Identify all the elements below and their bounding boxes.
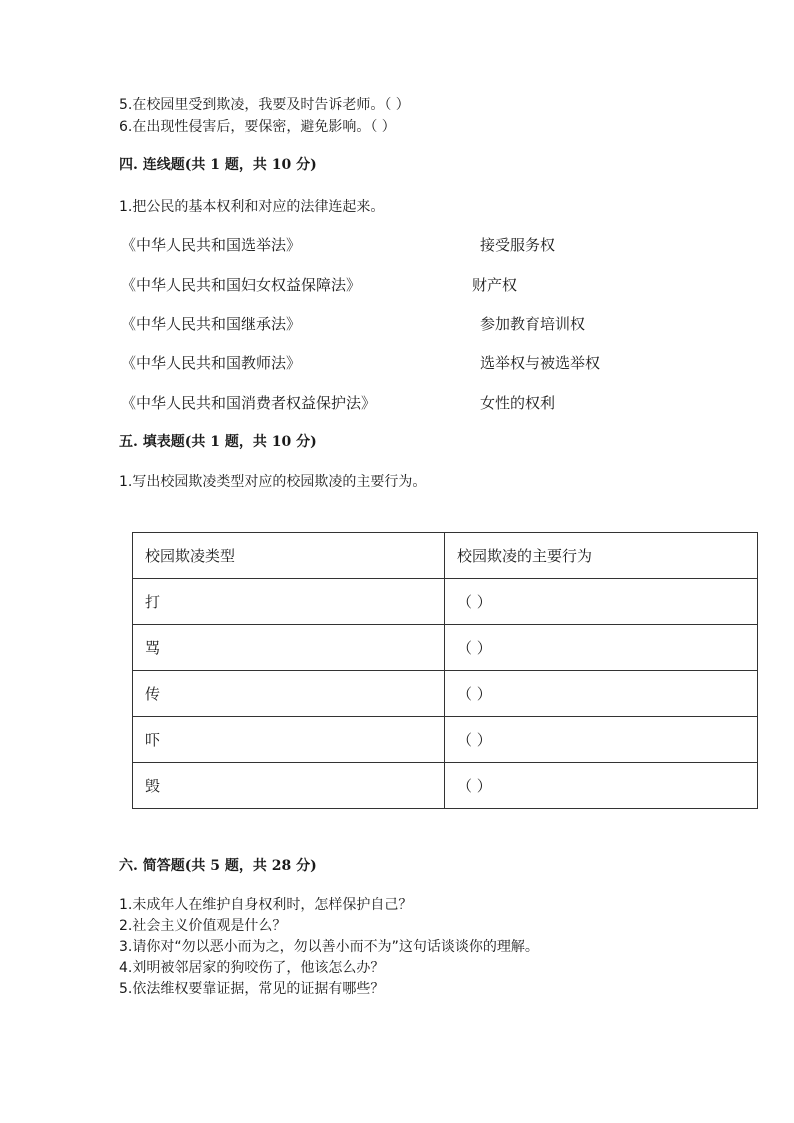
table-cell-blank: （ ） [445, 625, 758, 671]
law-item: 《中华人民共和国继承法》 [121, 315, 302, 333]
table-cell-type: 毁 [133, 763, 445, 809]
table-cell-type: 骂 [133, 625, 445, 671]
short-answer-question: 2.社会主义价值观是什么？ [119, 918, 287, 934]
table-header-cell: 校园欺凌的主要行为 [445, 533, 758, 579]
table-cell-type: 传 [133, 671, 445, 717]
table-cell-blank: （ ） [445, 579, 758, 625]
table-row [133, 717, 758, 763]
table-cell-blank: （ ） [445, 763, 758, 809]
table-header-row [133, 533, 758, 579]
table-row [133, 671, 758, 717]
table-row [133, 763, 758, 809]
table-row [133, 625, 758, 671]
tf-question-6: 6.在出现性侵害后，要保密，避免影响。（ ） [119, 119, 396, 135]
right-item: 接受服务权 [480, 236, 556, 254]
right-item: 参加教育培训权 [480, 315, 586, 333]
section-4-question: 1.把公民的基本权利和对应的法律连起来。 [119, 199, 385, 215]
right-item: 女性的权利 [480, 394, 556, 412]
tf-question-5: 5.在校园里受到欺凌，我要及时告诉老师。（ ） [119, 97, 410, 113]
short-answer-question: 1.未成年人在维护自身权利时，怎样保护自己？ [119, 897, 413, 913]
section-5-question: 1.写出校园欺凌类型对应的校园欺凌的主要行为。 [119, 474, 427, 490]
table-cell-type: 打 [133, 579, 445, 625]
law-item: 《中华人民共和国教师法》 [121, 354, 302, 372]
table-cell-blank: （ ） [445, 671, 758, 717]
table-cell-blank: （ ） [445, 717, 758, 763]
bullying-table [132, 532, 758, 809]
short-answer-question: 4.刘明被邻居家的狗咬伤了，他该怎么办？ [119, 960, 385, 976]
table-header-cell: 校园欺凌类型 [133, 533, 445, 579]
section-6-heading: 六. 简答题(共 5 题，共 28 分) [119, 858, 317, 874]
right-item: 选举权与被选举权 [480, 354, 601, 372]
right-item: 财产权 [472, 276, 518, 294]
short-answer-question: 3.请你对“勿以恶小而为之，勿以善小而不为”这句话谈谈你的理解。 [119, 939, 539, 955]
law-item: 《中华人民共和国消费者权益保护法》 [121, 394, 377, 412]
short-answer-question: 5.依法维权要靠证据，常见的证据有哪些？ [119, 981, 385, 997]
table-cell-type: 吓 [133, 717, 445, 763]
table-row [133, 579, 758, 625]
law-item: 《中华人民共和国选举法》 [121, 236, 302, 254]
section-5-heading: 五. 填表题(共 1 题，共 10 分) [119, 434, 317, 450]
law-item: 《中华人民共和国妇女权益保障法》 [121, 276, 362, 294]
section-4-heading: 四. 连线题(共 1 题，共 10 分) [119, 157, 317, 173]
